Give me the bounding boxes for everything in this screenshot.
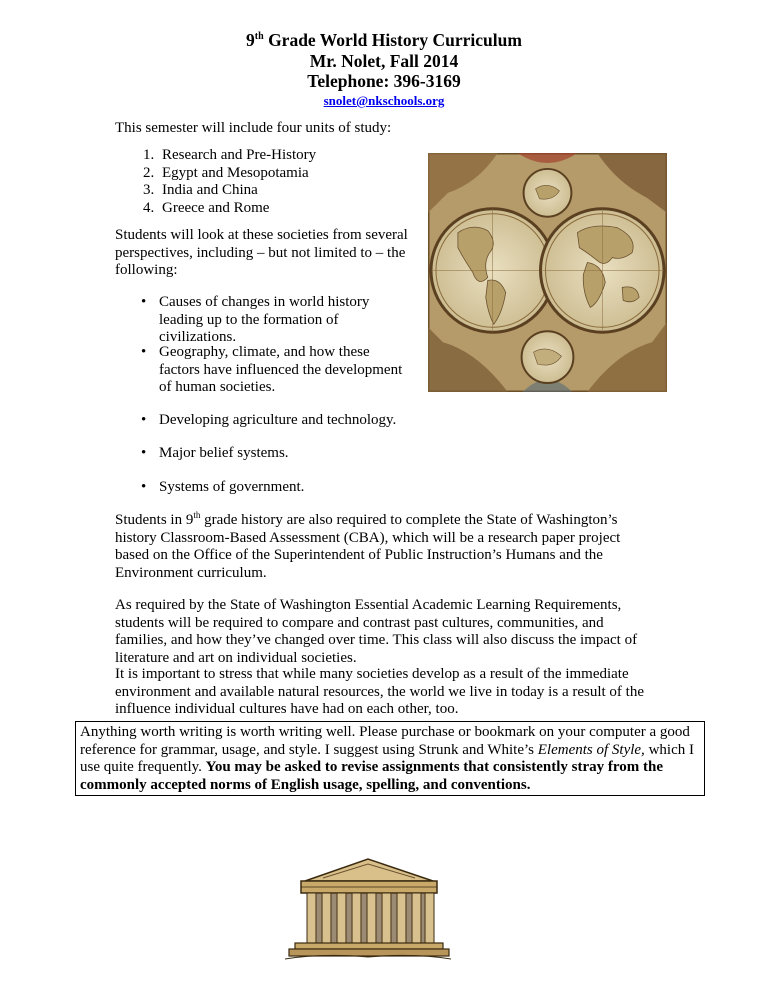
bullet-text: • Developing agriculture and technology. (141, 412, 441, 430)
units-intro: This semester will include four units of study: (115, 120, 392, 136)
bullet-list-item (141, 479, 441, 497)
writing-notice-box: Anything worth writing is worth writing well. Please purchase or bookmark on your computer a good reference for grammar, usage, and style. I suggest using Strunk and White’s Elements of Style, which I use quite frequently. You may be asked to revise assignments that consistently stray from the commonly accepted norms of English usage, spelling, and conventions. (75, 721, 705, 796)
bullet-list-item (141, 344, 409, 397)
book-title: Elements of Style, (537, 741, 645, 758)
perspectives-intro: Students will look at these societies from several perspectives, including – but not limited to – the following: (115, 227, 408, 278)
bullet-text: • Causes of changes in world history leading up to the formation of civilizations. (141, 294, 409, 347)
phone-line: Telephone: 396-3169 (307, 71, 461, 91)
bullet-list-item (141, 294, 409, 347)
email-link[interactable]: snolet@nkschools.org (323, 93, 445, 108)
bullet-list-item (141, 445, 441, 463)
document-title: 9th Grade World History Curriculum (246, 30, 522, 50)
parthenon-image (283, 853, 453, 963)
unit-item: 2. Egypt and Mesopotamia (158, 165, 316, 183)
bullet-text: • Major belief systems. (141, 445, 441, 463)
unit-item: 3. India and China (158, 182, 316, 200)
unit-item: 4. Greece and Rome (158, 200, 316, 218)
bullet-text: • Geography, climate, and how these factors have influenced the development of human societies. (141, 344, 409, 397)
teacher-line: Mr. Nolet, Fall 2014 (309, 51, 459, 71)
bullet-text: • Systems of government. (141, 479, 441, 497)
units-list (140, 147, 316, 217)
cba-paragraph: Students in 9th grade history are also required to complete the State of Washington’s history Classroom-Based Assessment (CBA), which will be a research paper project based on the Office of the Superintendent of Public Instruction’s Humans and the Environment curriculum. (115, 510, 621, 581)
cultures-paragraph: It is important to stress that while many societies develop as a result of the immediate environment and available natural resources, the world we live in today is a result of the influence individual cultures have had on each other, too. (115, 666, 644, 717)
world-map-image (428, 153, 667, 392)
ealr-paragraph: As required by the State of Washington Essential Academic Learning Requirements, students will be required to compare and contrast past cultures, communities, and families, and how they’ve changed over time. This class will also discuss the impact of literature and art on individual societies. (115, 597, 638, 666)
unit-item: 1. Research and Pre-History (158, 147, 316, 165)
bullet-list-item (141, 412, 441, 430)
notice-bold-text: You may be asked to revise assignments that consistently stray from the commonly accepted norms of English usage, spelling, and conventions. (80, 759, 664, 793)
